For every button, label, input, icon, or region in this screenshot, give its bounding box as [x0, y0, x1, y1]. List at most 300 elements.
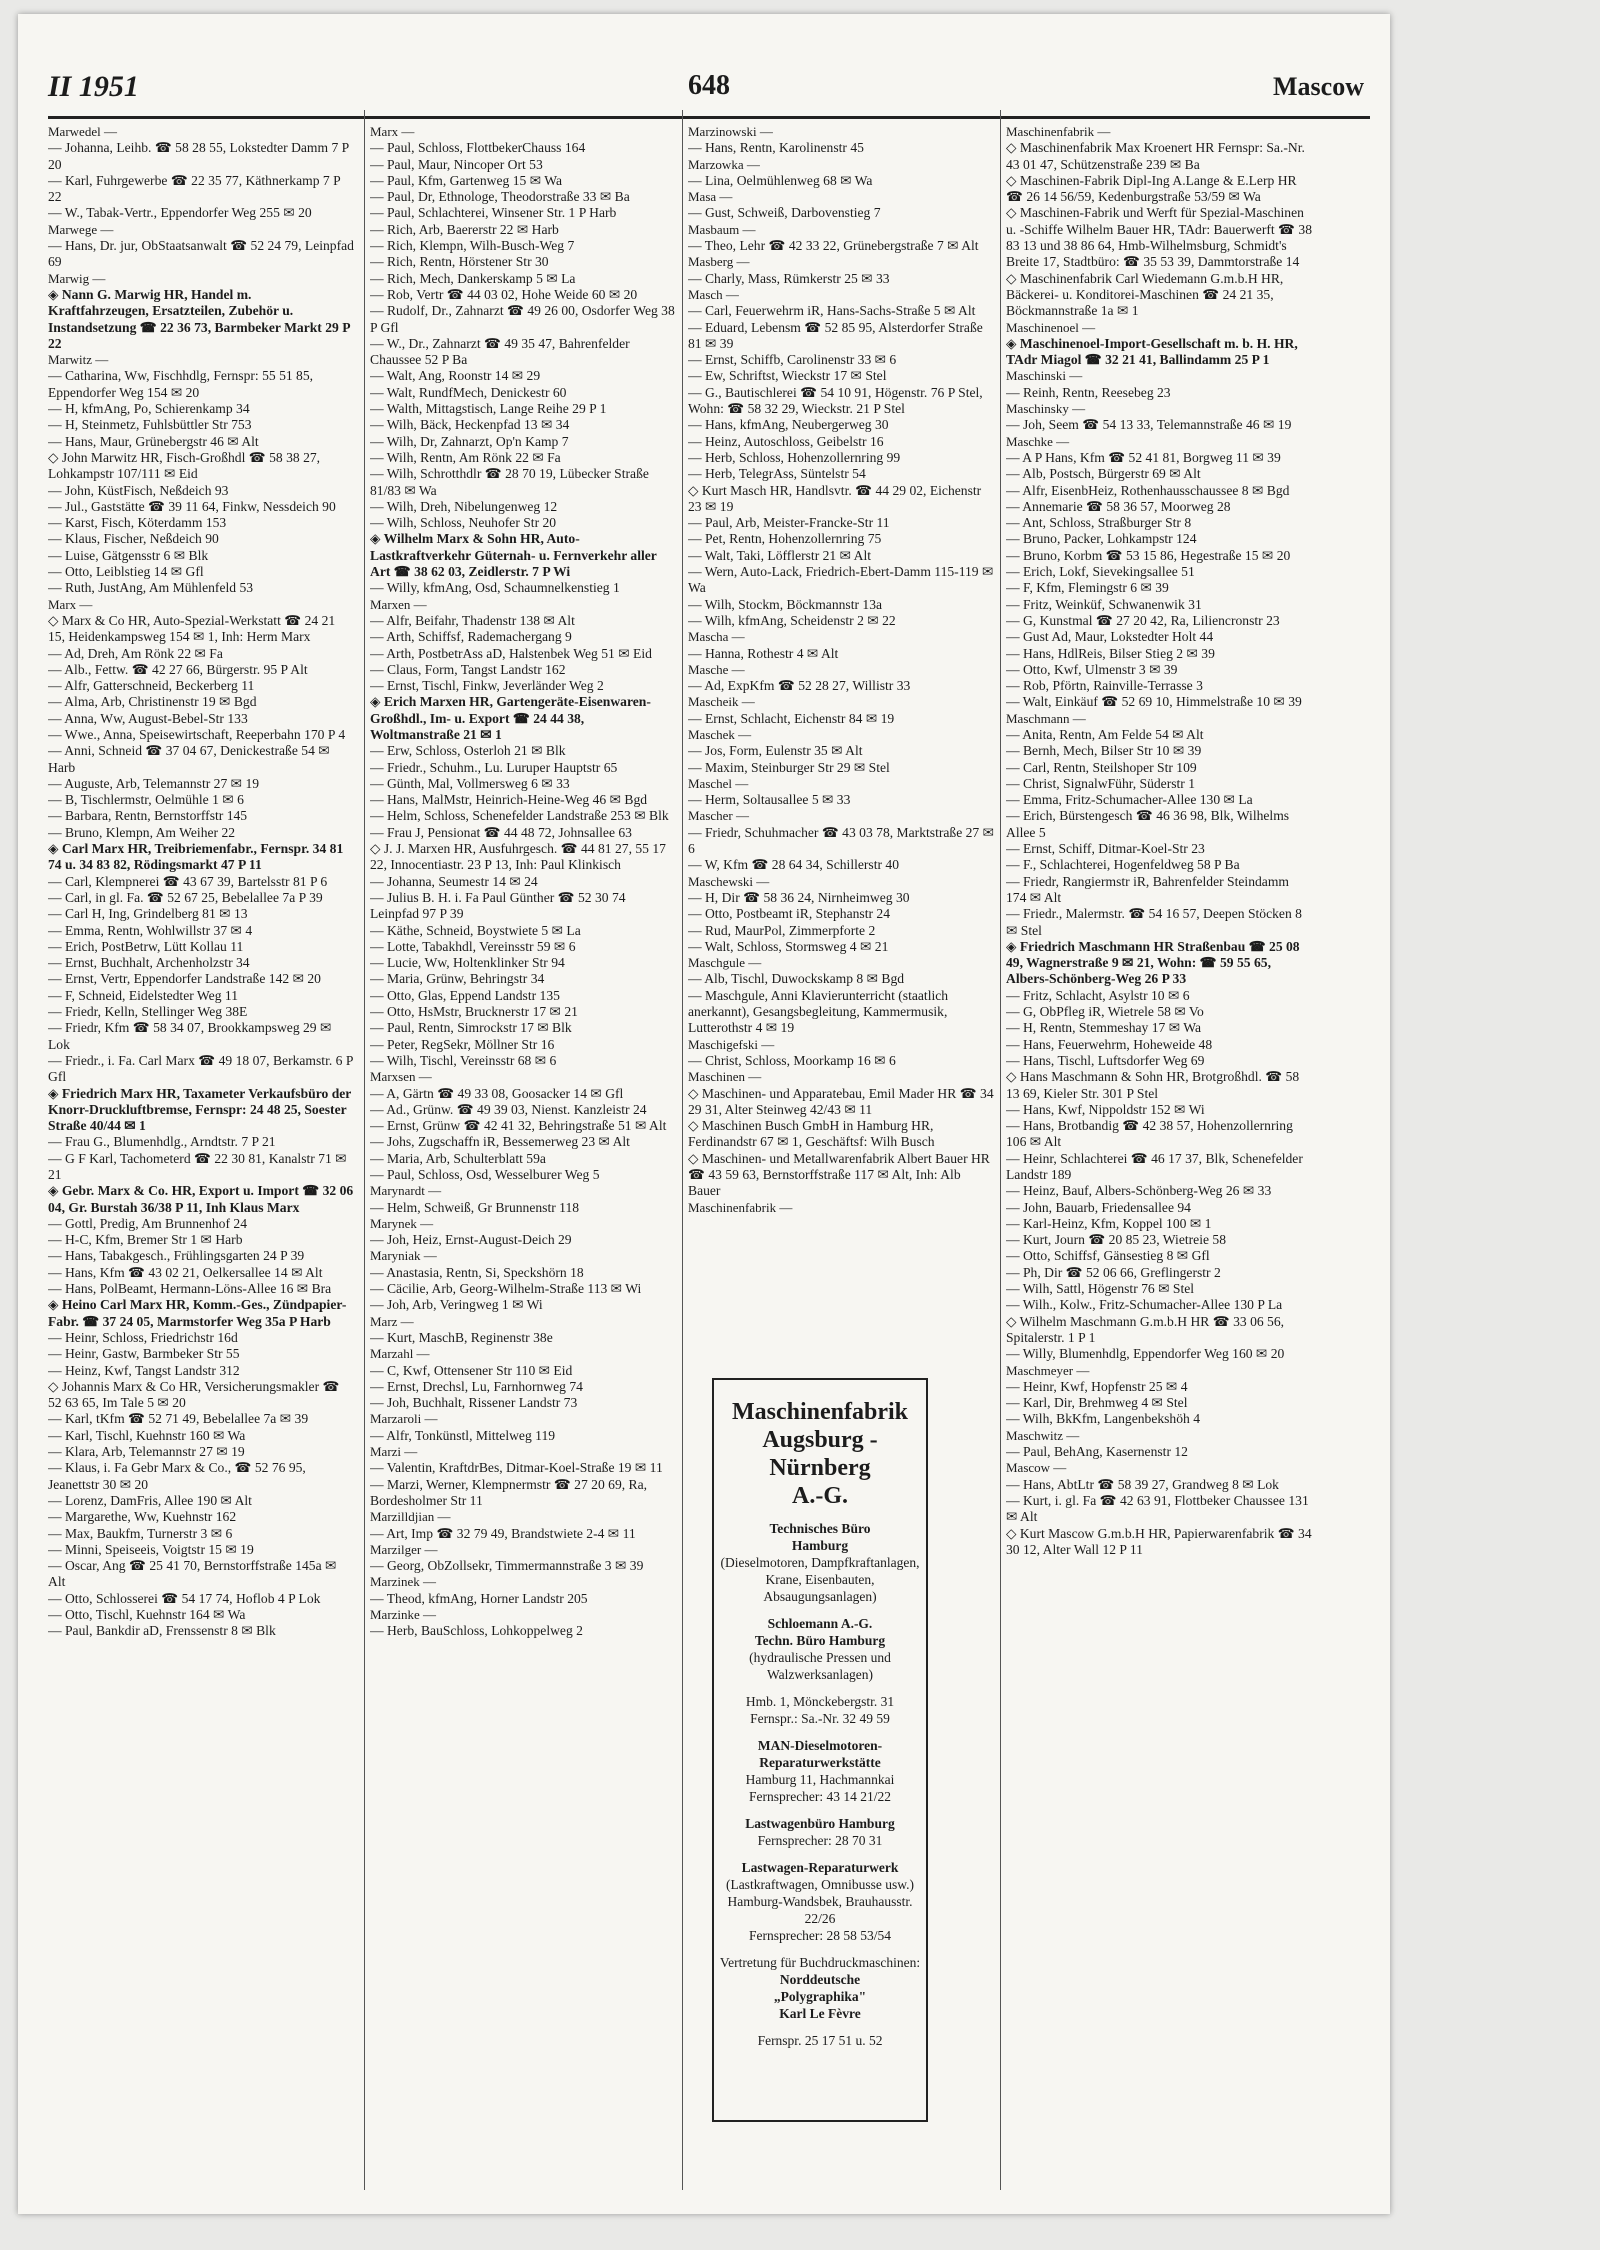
directory-entry: — Otto, HsMstr, Brucknerstr 17 ✉ 21 [370, 1004, 578, 1020]
directory-entry: — Wilh, Sattl, Högenstr 76 ✉ Stel [1006, 1281, 1195, 1297]
directory-entry: — Carl, Rentn, Steilshoper Str 109 [1006, 759, 1197, 775]
directory-entry: — Herb, BauSchloss, Lohkoppelweg 2 [370, 1623, 583, 1639]
directory-entry: — Hans, Tabakgesch., Frühlingsgarten 24 P 39 [48, 1248, 305, 1264]
ad-line: Karl Le Fèvre [779, 2006, 861, 2021]
directory-entry: — F, Kfm, Flemingstr 6 ✉ 39 [1006, 580, 1169, 596]
directory-entry: — Arth, Schiffsf, Rademachergang 9 [370, 629, 572, 645]
directory-entry: — Lorenz, DamFris, Allee 190 ✉ Alt [48, 1492, 252, 1508]
directory-entry: ◈ Heino Carl Marx HR, Komm.-Ges., Zündpapier-Fabr. ☎ 37 24 05, Marmstorfer Weg 35a P Harb [48, 1297, 347, 1329]
directory-entry: — Rob, Vertr ☎ 44 03 02, Hohe Weide 60 ✉ 20 [370, 286, 638, 302]
directory-entry: — Paul, Schloss, Osd, Wesselburer Weg 5 [370, 1167, 600, 1182]
directory-entry: — Rob, Pförtn, Rainville-Terrasse 3 [1006, 678, 1203, 694]
directory-entry: — Ad, ExpKfm ☎ 52 28 27, Willistr 33 [688, 678, 911, 694]
surname-heading: Marzahl — [370, 1346, 430, 1362]
directory-entry: ◈ Nann G. Marwig HR, Handel m. Kraftfahrzeugen, Ersatzteilen, Zubehör u. Instandsetzung ☎ 22 36 73, Barmbeker Markt 29 P 22 [48, 286, 350, 351]
directory-entry: — Art, Imp ☎ 32 79 49, Brandstwiete 2-4 ✉ 11 [370, 1525, 636, 1541]
directory-entry: — Valentin, KraftdrBes, Ditmar-Koel-Straße 19 ✉ 11 [370, 1460, 663, 1476]
directory-entry: — Käthe, Schneid, Boystwiete 5 ✉ La [370, 922, 581, 938]
surname-heading: Marwitz — [48, 352, 109, 368]
directory-entry: — Anni, Schneid ☎ 37 04 67, Denickestraße 54 ✉ Harb [48, 743, 330, 775]
directory-entry: — Klaus, Fischer, Neßdeich 90 [48, 531, 219, 547]
surname-heading: Masche — [688, 661, 745, 677]
surname-heading: Marynardt — [370, 1183, 442, 1199]
ad-line: Technisches Büro [769, 1521, 871, 1536]
directory-entry: — C, Kwf, Ottensener Str 110 ✉ Eid [370, 1362, 573, 1378]
directory-entry: — A P Hans, Kfm ☎ 52 41 81, Borgweg 11 ✉ 39 [1006, 449, 1281, 465]
directory-entry: — Ernst, Drechsl, Lu, Farnhornweg 74 [370, 1378, 583, 1394]
directory-entry: — Karl, Tischl, Kuehnstr 160 ✉ Wa [48, 1427, 246, 1443]
directory-entry: — Eduard, Lebensm ☎ 52 85 95, Alsterdorfer Straße 81 ✉ 39 [688, 319, 983, 351]
directory-entry: — Paul, Rentn, Simrockstr 17 ✉ Blk [370, 1020, 572, 1036]
directory-entry: — Emma, Fritz-Schumacher-Allee 130 ✉ La [1006, 792, 1253, 808]
directory-entry: — H, Dir ☎ 58 36 24, Nirnheimweg 30 [688, 889, 910, 905]
directory-entry: — W, Kfm ☎ 28 64 34, Schillerstr 40 [688, 857, 900, 873]
surname-heading: Marzilger — [370, 1541, 438, 1557]
directory-entry: — Alfr, Beifahr, Thadenstr 138 ✉ Alt [370, 612, 575, 628]
directory-entry: — G., Bautischlerei ☎ 54 10 91, Högenstr. 76 P Stel, Wohn: ☎ 58 32 29, Wieckstr. 21 P Stel [688, 384, 983, 417]
directory-entry: — Friedr., Schuhm., Lu. Luruper Hauptstr 65 [370, 759, 618, 775]
directory-entry: ◇ Maschinen-Fabrik Dipl-Ing A.Lange & E.Lerp HR ☎ 26 14 56/59, Kedenburgstraße 53/59 ✉ Wa [1006, 172, 1297, 205]
directory-entry: ◇ Marx & Co HR, Auto-Spezial-Werkstatt ☎ 24 21 15, Heidenkampsweg 154 ✉ 1, Inh: Herm Marx [48, 612, 336, 645]
directory-entry: — Kurt, Journ ☎ 20 85 23, Wietreie 58 [1006, 1232, 1227, 1248]
ad-title-line-1: Maschinenfabrik [731, 1399, 908, 1425]
directory-entry: — Ernst, Schlacht, Eichenstr 84 ✉ 19 [688, 710, 895, 726]
directory-entry: — Herb, Schloss, Hohenzollernring 99 [688, 449, 901, 465]
directory-entry: — Wilh, kfmAng, Scheidenstr 2 ✉ 22 [688, 612, 896, 628]
directory-entry: — Johanna, Seumestr 14 ✉ 24 [370, 873, 538, 889]
directory-entry: — H-C, Kfm, Bremer Str 1 ✉ Harb [48, 1232, 243, 1248]
directory-entry: — Max, Baukfm, Turnerstr 3 ✉ 6 [48, 1525, 233, 1541]
ad-line: Fernsprecher: 43 14 21/22 [748, 1789, 892, 1804]
directory-entry: — Carl, in gl. Fa. ☎ 52 67 25, Bebelallee 7a P 39 [48, 889, 323, 905]
directory-entry: — Wern, Auto-Lack, Friedrich-Ebert-Damm 115-119 ✉ Wa [688, 564, 994, 596]
directory-entry: — Karl-Heinz, Kfm, Koppel 100 ✉ 1 [1006, 1215, 1212, 1231]
directory-entry: — Karl, Dir, Brehmweg 4 ✉ Stel [1006, 1395, 1188, 1411]
directory-entry: — Ant, Schloss, Straßburger Str 8 [1006, 515, 1192, 531]
directory-entry: ◇ Kurt Mascow G.m.b.H HR, Papierwarenfabrik ☎ 34 30 12, Alter Wall 12 P 11 [1006, 1525, 1312, 1557]
directory-entry: — Wilh, Dreh, Nibelungenweg 12 [370, 498, 558, 514]
directory-entry: — Johanna, Leihb. ☎ 58 28 55, Lokstedter Damm 7 P 20 [48, 140, 349, 172]
ad-line: (Lastkraftwagen, Omnibusse usw.) [725, 1877, 915, 1892]
directory-entry: — Willy, kfmAng, Osd, Schaumnelkenstieg 1 [370, 580, 620, 596]
directory-entry: — Pet, Rentn, Hohenzollernring 75 [688, 531, 882, 547]
directory-entry: — Herb, TelegrAss, Süntelstr 54 [688, 466, 866, 482]
directory-entry: — Wilh, BkKfm, Langenbekshöh 4 [1006, 1411, 1201, 1427]
directory-entry: — Margarethe, Ww, Kuehnstr 162 [48, 1509, 237, 1525]
directory-entry: — Bruno, Packer, Lohkampstr 124 [1006, 531, 1197, 547]
directory-entry: — Otto, Glas, Eppend Landstr 135 [370, 987, 560, 1003]
surname-heading: Marx — [370, 124, 415, 139]
directory-entry: — A, Gärtn ☎ 49 33 08, Goosacker 14 ✉ Gfl [370, 1085, 624, 1101]
directory-entry: — Bruno, Korbm ☎ 53 15 86, Hegestraße 15 ✉ 20 [1006, 547, 1291, 563]
directory-entry: — Cäcilie, Arb, Georg-Wilhelm-Straße 113 ✉ Wi [370, 1281, 642, 1297]
directory-entry: — Emma, Rentn, Wohlwillstr 37 ✉ 4 [48, 922, 253, 938]
ad-line: Schloemann A.-G. [767, 1616, 873, 1631]
ad-line: Fernspr.: Sa.-Nr. 32 49 59 [750, 1711, 890, 1726]
directory-entry: — Paul, Bankdir aD, Frenssenstr 8 ✉ Blk [48, 1623, 276, 1639]
directory-entry: ◈ Friedrich Maschmann HR Straßenbau ☎ 25 08 49, Wagnerstraße 9 ✉ 21, Wohn: ☎ 59 55 65, Albers-Schönberg-Weg 26 P 33 [1006, 938, 1300, 987]
directory-entry: — Ad, Dreh, Am Rönk 22 ✉ Fa [48, 645, 223, 661]
ad-line [714, 2022, 926, 2032]
directory-entry: — Rich, Arb, Baererstr 22 ✉ Harb [370, 221, 559, 237]
directory-entry: — Paul, Schloss, FlottbekerChauss 164 [370, 140, 586, 156]
directory-entry: — Walt, Ang, Roonstr 14 ✉ 29 [370, 368, 541, 384]
directory-entry: — Fritz, Schlacht, Asylstr 10 ✉ 6 [1006, 987, 1190, 1003]
directory-entry: — Johs, Zugschaffn iR, Bessemerweg 23 ✉ Alt [370, 1134, 630, 1150]
surname-heading: Marxsen — [370, 1069, 432, 1085]
surname-heading: Maschek — [688, 726, 752, 742]
directory-entry: — Klaus, i. Fa Gebr Marx & Co., ☎ 52 76 95, Jeanettstr 30 ✉ 20 [48, 1460, 306, 1492]
directory-entry: — Anita, Rentn, Am Felde 54 ✉ Alt [1006, 726, 1204, 742]
ad-line [714, 1727, 926, 1737]
directory-entry: — Ernst, Vertr, Eppendorfer Landstraße 142 ✉ 20 [48, 971, 321, 987]
page-header [48, 66, 1370, 114]
directory-entry: ◈ Erich Marxen HR, Gartengeräte-Eisenwaren-Großhdl., Im- u. Export ☎ 24 44 38, Woltmanstraße 21 ✉ 1 [370, 694, 651, 742]
header-rule [48, 116, 1370, 119]
directory-entry: — Wilh, Dr, Zahnarzt, Op'n Kamp 7 [370, 433, 569, 449]
directory-entry: — Fritz, Weinküf, Schwanenwik 31 [1006, 596, 1202, 612]
directory-entry: — Frau G., Blumenhdlg., Arndtstr. 7 P 21 [48, 1134, 276, 1150]
surname-heading: Marzowka — [688, 156, 760, 172]
surname-heading: Masa — [688, 189, 733, 205]
surname-heading: Maschinen — [688, 1069, 762, 1085]
surname-heading: Marxen — [370, 596, 427, 612]
directory-entry: ◇ John Marwitz HR, Fisch-Großhdl ☎ 58 38 27, Lohkampstr 107/111 ✉ Eid [48, 449, 321, 482]
directory-entry: — Paul, Schlachterei, Winsener Str. 1 P Harb [370, 205, 617, 221]
directory-entry: — Joh, Arb, Veringweg 1 ✉ Wi [370, 1297, 543, 1313]
directory-entry: — Erich, Lokf, Sievekingsallee 51 [1006, 564, 1195, 580]
directory-entry: — Hans, Tischl, Luftsdorfer Weg 69 [1006, 1052, 1205, 1068]
directory-entry: ◇ Maschinenfabrik Max Kroenert HR Fernspr: Sa.-Nr. 43 01 47, Schützenstraße 239 ✉ Ba [1006, 140, 1305, 172]
directory-entry: — Heinz, Autoschloss, Geibelstr 16 [688, 433, 884, 449]
directory-entry: — Bruno, Klempn, Am Weiher 22 [48, 824, 236, 840]
ad-line: Lastwagen-Reparaturwerk [741, 1860, 899, 1875]
directory-entry: — Ernst, Schiff, Ditmar-Koel-Str 23 [1006, 841, 1205, 857]
directory-entry: ◇ Hans Maschmann & Sohn HR, Brotgroßhdl. ☎ 58 13 69, Kieler Str. 301 P Stel [1006, 1069, 1300, 1101]
ad-line: Fernspr. 25 17 51 u. 52 [757, 2033, 883, 2048]
directory-entry: — Otto, Leiblstieg 14 ✉ Gfl [48, 564, 204, 580]
surname-heading: Maschinski — [1006, 368, 1083, 384]
ad-line [714, 1849, 926, 1859]
surname-heading: Masbaum — [688, 221, 756, 237]
directory-entry: — Heinz, Bauf, Albers-Schönberg-Weg 26 ✉ 33 [1006, 1183, 1272, 1199]
surname-heading: Marzinke — [370, 1607, 437, 1623]
directory-entry: — John, KüstFisch, Neßdeich 93 [48, 482, 229, 498]
directory-entry: — Heinr, Kwf, Hopfenstr 25 ✉ 4 [1006, 1378, 1188, 1394]
ad-line: Hamburg 11, Hachmannkai [745, 1772, 895, 1787]
column-4 [1006, 124, 1312, 2204]
directory-entry: ◇ Johannis Marx & Co HR, Versicherungsmakler ☎ 52 63 65, Im Tale 5 ✉ 20 [48, 1378, 340, 1411]
surname-heading: Maschmann — [1006, 710, 1086, 726]
surname-heading: Marynek — [370, 1215, 434, 1231]
surname-heading: Marwege — [48, 221, 114, 237]
directory-entry: — Hans, PolBeamt, Hermann-Löns-Allee 16 ✉ Bra [48, 1281, 332, 1297]
directory-entry: — Ad., Grünw. ☎ 49 39 03, Nienst. Kanzleistr 24 [370, 1101, 647, 1117]
directory-entry: ◇ Wilhelm Maschmann G.m.b.H HR ☎ 33 06 56, Spitalerstr. 1 P 1 [1006, 1313, 1285, 1345]
directory-entry: ◇ Kurt Masch HR, Handlsvtr. ☎ 44 29 02, Eichenstr 23 ✉ 19 [688, 482, 982, 514]
directory-entry: — Heinr, Schloss, Friedrichstr 16d [48, 1329, 238, 1345]
directory-entry: — G, Kunstmal ☎ 27 20 42, Ra, Liliencronstr 23 [1006, 612, 1280, 628]
directory-entry: — Otto, Schlosserei ☎ 54 17 74, Hoflob 4 P Lok [48, 1590, 321, 1606]
directory-entry: — Rich, Klempn, Wilh-Busch-Weg 7 [370, 238, 575, 254]
surname-heading: Maryniak — [370, 1248, 437, 1264]
directory-entry: — Otto, Kwf, Ulmenstr 3 ✉ 39 [1006, 661, 1178, 677]
directory-entry: — Frau J, Pensionat ☎ 44 48 72, Johnsallee 63 [370, 824, 632, 840]
directory-entry: — Willy, Blumenhdlg, Eppendorfer Weg 160 ✉ 20 [1006, 1346, 1285, 1362]
directory-entry: — Rud, MaurPol, Zimmerpforte 2 [688, 922, 876, 938]
directory-entry: ◇ Maschinenfabrik Carl Wiedemann G.m.b.H HR, Bäckerei- u. Konditorei-Maschinen ☎ 24 21 35, Böckmannstraße 1a ✉ 1 [1006, 270, 1284, 319]
directory-entry: — Maria, Arb, Schulterblatt 59a [370, 1150, 546, 1166]
directory-entry: — G F Karl, Tachometerd ☎ 22 30 81, Kanalstr 71 ✉ 21 [48, 1150, 347, 1182]
surname-heading: Maschel — [688, 775, 749, 791]
directory-entry: — Paul, BehAng, Kasernenstr 12 [1006, 1444, 1188, 1460]
directory-entry: — F, Schneid, Eidelstedter Weg 11 [48, 987, 238, 1003]
surname-heading: Marz — [370, 1313, 414, 1329]
directory-entry: — Joh, Seem ☎ 54 13 33, Telemannstraße 46 ✉ 19 [1006, 417, 1292, 433]
directory-entry: — Friedr., i. Fa. Carl Marx ☎ 49 18 07, Berkamstr. 6 P Gfl [48, 1052, 353, 1085]
directory-entry: — Ernst, Tischl, Finkw, Jeverländer Weg 2 [370, 678, 604, 694]
directory-entry: — Ernst, Buchhalt, Archenholzstr 34 [48, 955, 250, 971]
directory-entry: — Joh, Heiz, Ernst-August-Deich 29 [370, 1232, 572, 1248]
directory-entry: — Helm, Schweiß, Gr Brunnenstr 118 [370, 1199, 580, 1215]
directory-entry: — Gust Ad, Maur, Lokstedter Holt 44 [1006, 629, 1214, 645]
running-head: Mascow [1273, 72, 1364, 101]
directory-entry: — Otto, Postbeamt iR, Stephanstr 24 [688, 906, 891, 922]
directory-entry: — Wilh, Schloss, Neuhofer Str 20 [370, 515, 557, 531]
surname-heading: Maschewski — [688, 873, 770, 889]
directory-entry: — Ew, Schriftst, Wieckstr 17 ✉ Stel [688, 368, 887, 384]
directory-entry: ◈ Gebr. Marx & Co. HR, Export u. Import ☎ 32 06 04, Gr. Burstah 36/38 P 11, Inh Klaus Marx [48, 1183, 354, 1215]
directory-entry: — Alfr, EisenbHeiz, Rothenhausschaussee 8 ✉ Bgd [1006, 482, 1290, 498]
column-1 [48, 124, 354, 2204]
directory-entry: ◇ Maschinen- und Metallwarenfabrik Albert Bauer HR ☎ 43 59 63, Bernstorffstraße 117 ✉ Alt, Inh: Alb Bauer [688, 1150, 990, 1199]
directory-entry: — Alb, Postsch, Bürgerstr 69 ✉ Alt [1006, 466, 1201, 482]
directory-entry: — Karl, Fuhrgewerbe ☎ 22 35 77, Käthnerkamp 7 P 22 [48, 172, 341, 205]
directory-entry: — Rudolf, Dr., Zahnarzt ☎ 49 26 00, Osdorfer Weg 38 P Gfl [370, 303, 675, 335]
directory-entry: — Carl H, Ing, Grindelberg 81 ✉ 13 [48, 906, 248, 922]
directory-entry: ◈ Maschinenoel-Import-Gesellschaft m. b. H. HR, TAdr Miagol ☎ 32 21 41, Ballindamm 25 P 1 [1006, 335, 1298, 368]
directory-entry: — Alma, Arb, Christinenstr 19 ✉ Bgd [48, 694, 257, 710]
directory-entry: — Walt, Schloss, Stormsweg 4 ✉ 21 [688, 938, 889, 954]
directory-entry: — Friedr, Schuhmacher ☎ 43 03 78, Marktstraße 27 ✉ 6 [688, 824, 994, 857]
ad-line: MAN-Dieselmotoren-Reparaturwerkstätte [757, 1738, 883, 1770]
column-2 [370, 124, 676, 2204]
directory-entry: — Oscar, Ang ☎ 25 41 70, Bernstorffstraße 145a ✉ Alt [48, 1558, 337, 1590]
directory-entry: — Arth, PostbetrAss aD, Halstenbek Weg 51 ✉ Eid [370, 645, 652, 661]
directory-entry: ◇ J. J. Marxen HR, Ausfuhrgesch. ☎ 44 81 27, 55 17 22, Innocentiastr. 23 P 13, Inh: Paul Klinkisch [370, 841, 666, 873]
directory-entry: — B, Tischlermstr, Oelmühle 1 ✉ 6 [48, 792, 244, 808]
directory-entry: — Charly, Mass, Rümkerstr 25 ✉ 33 [688, 270, 890, 286]
directory-entry: — Lucie, Ww, Holtenklinker Str 94 [370, 955, 565, 971]
directory-entry: — Auguste, Arb, Telemannstr 27 ✉ 19 [48, 775, 260, 791]
ad-body [714, 1520, 926, 2049]
surname-heading: Masberg — [688, 254, 750, 270]
directory-entry: — Alb, Tischl, Duwockskamp 8 ✉ Bgd [688, 971, 905, 987]
directory-entry: — Reinh, Rentn, Reesebeg 23 [1006, 384, 1171, 400]
surname-heading: Marx — [48, 596, 93, 612]
directory-entry: — Alfr, Tonkünstl, Mittelweg 119 [370, 1427, 556, 1443]
directory-entry: — Georg, ObZollsekr, Timmermannstraße 3 ✉ 39 [370, 1558, 644, 1574]
directory-entry: — Walth, Mittagstisch, Lange Reihe 29 P 1 [370, 401, 607, 417]
directory-entry: — H, kfmAng, Po, Schierenkamp 34 [48, 401, 250, 417]
directory-entry: — Hans, Maur, Grünebergstr 46 ✉ Alt [48, 433, 259, 449]
ad-line: Hamburg [791, 1538, 849, 1553]
directory-entry: — Hans, kfmAng, Neubergerweg 30 [688, 417, 889, 433]
directory-entry: — Hans, Feuerwehrm, Hoheweide 48 [1006, 1036, 1213, 1052]
directory-entry: ◇ Maschinen-Fabrik und Werft für Spezial-Maschinen u. -Schiffe Wilhelm Bauer HR, TAdr: Bauerwerft ☎ 38 83 13 und 38 86 64, Hmb-Wilhelmsburg, Schmidt's Breite 17, Stadtbüro: ☎ 35 53 39, Dammtorstraße 14 [1006, 205, 1312, 270]
ad-line [714, 1944, 926, 1954]
surname-heading: Maschmeyer — [1006, 1362, 1090, 1378]
directory-entry: — Carl, Feuerwehrm iR, Hans-Sachs-Straße 5 ✉ Alt [688, 303, 976, 319]
directory-entry: — Claus, Form, Tangst Landstr 162 [370, 661, 566, 677]
column-divider [682, 110, 683, 2190]
directory-entry: — Paul, Maur, Nincoper Ort 53 [370, 156, 543, 172]
directory-entry: — Wilh, Schrotthdlr ☎ 28 70 19, Lübecker Straße 81/83 ✉ Wa [370, 466, 649, 498]
directory-entry: — Christ, SignalwFühr, Süderstr 1 [1006, 775, 1196, 791]
directory-entry: — Friedr, Rangiermstr iR, Bahrenfelder Steindamm 174 ✉ Alt [1006, 873, 1289, 905]
surname-heading: Maschgule — [688, 955, 762, 971]
directory-entry: — G, ObPfleg iR, Wietrele 58 ✉ Vo [1006, 1004, 1204, 1020]
surname-heading: Mascheik — [688, 694, 755, 710]
ad-line: Fernsprecher: 28 58 53/54 [748, 1928, 892, 1943]
surname-heading: Maschinenoel — [1006, 319, 1096, 335]
directory-entry: — Hans, AbtLtr ☎ 58 39 27, Grandweg 8 ✉ Lok [1006, 1476, 1279, 1492]
directory-entry: — Hans, Rentn, Karolinenstr 45 [688, 140, 864, 156]
directory-entry: — Jul., Gaststätte ☎ 39 11 64, Finkw, Nessdeich 90 [48, 498, 336, 514]
surname-heading: Maschwitz — [1006, 1427, 1080, 1443]
ad-line: (Dieselmotoren, Dampfkraftanlagen, Krane, Eisenbauten, Absaugungsanlagen) [720, 1555, 920, 1604]
directory-entry: — Anna, Ww, August-Bebel-Str 133 [48, 710, 248, 726]
directory-entry: — Theo, Lehr ☎ 42 33 22, Grünebergstraße 7 ✉ Alt [688, 238, 979, 254]
column-3 [688, 124, 994, 1374]
ad-line: Fernsprecher: 28 70 31 [757, 1833, 883, 1848]
directory-entry: — Wilh., Kolw., Fritz-Schumacher-Allee 130 P La [1006, 1297, 1283, 1313]
directory-entry: — Helm, Schloss, Schenefelder Landstraße 253 ✉ Blk [370, 808, 669, 824]
surname-heading: Mascow — [1006, 1460, 1067, 1476]
directory-entry: — Erich, Bürstengesch ☎ 46 36 98, Blk, Wilhelms Allee 5 [1006, 808, 1290, 840]
directory-entry: — Walt, Taki, Löfflerstr 21 ✉ Alt [688, 547, 872, 563]
directory-entry: — Theod, kfmAng, Horner Landstr 205 [370, 1590, 588, 1606]
directory-entry: — Joh, Buchhalt, Rissener Landstr 73 [370, 1395, 578, 1411]
directory-entry: — Erich, PostBetrw, Lütt Kollau 11 [48, 938, 244, 954]
surname-heading: Marzinek — [370, 1574, 437, 1590]
surname-heading: Marzinowski — [688, 124, 773, 139]
ad-line [714, 1605, 926, 1615]
directory-entry: — Anastasia, Rentn, Si, Speckshörn 18 [370, 1264, 584, 1280]
directory-entry: — John, Bauarb, Friedensallee 94 [1006, 1199, 1191, 1215]
directory-entry: — Gottl, Predig, Am Brunnenhof 24 [48, 1215, 247, 1231]
directory-entry: — Wilh, Bäck, Heckenpfad 13 ✉ 34 [370, 417, 570, 433]
directory-entry: — Otto, Tischl, Kuehnstr 164 ✉ Wa [48, 1607, 246, 1623]
ad-line: (hydraulische Pressen und Walzwerksanlagen) [749, 1650, 891, 1682]
directory-entry: — Herm, Soltausallee 5 ✉ 33 [688, 792, 851, 808]
surname-heading: Mascha — [688, 629, 745, 645]
directory-entry: ◈ Friedrich Marx HR, Taxameter Verkaufsbüro der Knorr-Druckluftbremse, Fernspr: 24 48 25, Soester Straße 40/44 ✉ 1 [48, 1085, 352, 1134]
ad-line: Norddeutsche [779, 1972, 861, 1987]
directory-entry: — Christ, Schloss, Moorkamp 16 ✉ 6 [688, 1052, 896, 1068]
directory-entry: — Friedr, Kfm ☎ 58 34 07, Brookkampsweg 29 ✉ Lok [48, 1020, 332, 1052]
directory-entry: — Friedr, Kelln, Stellinger Weg 38E [48, 1004, 248, 1020]
directory-entry: — Paul, Dr, Ethnologe, Theodorstraße 33 ✉ Ba [370, 189, 630, 205]
directory-entry: — Ernst, Grünw ☎ 42 41 32, Behringstraße 51 ✉ Alt [370, 1118, 667, 1134]
directory-entry: — Ernst, Schiffb, Carolinenstr 33 ✉ 6 [688, 352, 897, 368]
directory-entry: — Gust, Schweiß, Darbovenstieg 7 [688, 205, 881, 221]
ad-line: Hamburg-Wandsbek, Brauhausstr. 22/26 [727, 1894, 913, 1926]
directory-entry: — Paul, Arb, Meister-Francke-Str 11 [688, 515, 890, 531]
directory-entry: — Karst, Fisch, Köterdamm 153 [48, 515, 227, 531]
directory-entry: — Klara, Arb, Telemannstr 27 ✉ 19 [48, 1444, 245, 1460]
directory-entry: — Alfr, Gatterschneid, Beckerberg 11 [48, 678, 255, 694]
directory-entry: — Wilh, Rentn, Am Rönk 22 ✉ Fa [370, 449, 561, 465]
directory-entry: — Bernh, Mech, Bilser Str 10 ✉ 39 [1006, 743, 1202, 759]
ad-line: Hmb. 1, Mönckebergstr. 31 [745, 1694, 895, 1709]
directory-entry: — Kurt, i. gl. Fa ☎ 42 63 91, Flottbeker Chaussee 131 ✉ Alt [1006, 1492, 1309, 1525]
directory-entry: — Barbara, Rentn, Bernstorffstr 145 [48, 808, 248, 824]
directory-entry: — Maschgule, Anni Klavierunterricht (staatlich anerkannt), Gesangsbegleitung, Kammermusik, Lutterothstr 4 ✉ 19 [688, 987, 949, 1036]
directory-entry: — Ph, Dir ☎ 52 06 66, Greflingerstr 2 [1006, 1264, 1221, 1280]
directory-entry: — Karl, tKfm ☎ 52 71 49, Bebelallee 7a ✉ 39 [48, 1411, 309, 1427]
directory-entry: — Friedr., Malermstr. ☎ 54 16 57, Deepen Stöcken 8 ✉ Stel [1006, 906, 1302, 938]
directory-entry: — Maxim, Steinburger Str 29 ✉ Stel [688, 759, 890, 775]
advertisement-man [712, 1378, 928, 2122]
directory-entry: — H, Rentn, Stemmeshay 17 ✉ Wa [1006, 1020, 1202, 1036]
directory-entry: — W., Tabak-Vertr., Eppendorfer Weg 255 ✉ 20 [48, 205, 312, 221]
ad-line: Techn. Büro Hamburg [754, 1633, 886, 1648]
directory-entry: — Kurt, MaschB, Reginenstr 38e [370, 1329, 553, 1345]
directory-entry: — Maria, Grünw, Behringstr 34 [370, 971, 545, 987]
directory-entry: — W., Dr., Zahnarzt ☎ 49 35 47, Bahrenfelder Chaussee 52 P Ba [370, 335, 630, 368]
directory-entry: — Hans, HdlReis, Bilser Stieg 2 ✉ 39 [1006, 645, 1215, 661]
surname-heading: Marzi — [370, 1444, 418, 1460]
directory-entry: — Alb., Fettw. ☎ 42 27 66, Bürgerstr. 95 P Alt [48, 661, 308, 677]
directory-entry: — Paul, Kfm, Gartenweg 15 ✉ Wa [370, 172, 563, 188]
page-number: 648 [688, 70, 730, 101]
surname-heading: Maschinenfabrik — [688, 1199, 793, 1215]
directory-entry: — Erw, Schloss, Osterloh 21 ✉ Blk [370, 743, 566, 759]
directory-entry: — Walt, RundfMech, Denickestr 60 [370, 384, 567, 400]
directory-entry: — Lina, Oelmühlenweg 68 ✉ Wa [688, 172, 873, 188]
directory-entry: — Rich, Mech, Dankerskamp 5 ✉ La [370, 270, 576, 286]
directory-entry: — Rich, Rentn, Hörstener Str 30 [370, 254, 549, 270]
ad-line [714, 1805, 926, 1815]
directory-entry: — Heinz, Kwf, Tangst Landstr 312 [48, 1362, 240, 1378]
directory-entry: — Walt, Einkäuf ☎ 52 69 10, Himmelstraße 10 ✉ 39 [1006, 694, 1302, 710]
surname-heading: Marwedel — [48, 124, 117, 139]
column-divider [364, 110, 365, 2190]
surname-heading: Mascher — [688, 808, 750, 824]
directory-entry: ◈ Wilhelm Marx & Sohn HR, Auto-Lastkraftverkehr Güternah- u. Fernverkehr aller Art ☎ 38 62 03, Zeidlerstr. 7 P Wi [370, 531, 657, 580]
surname-heading: Masch — [688, 286, 739, 302]
directory-entry: — Julius B. H. i. Fa Paul Günther ☎ 52 30 74 Leinpfad 97 P 39 [370, 889, 626, 922]
directory-entry: — Hans, Brotbandig ☎ 42 38 57, Hohenzollernring 106 ✉ Alt [1006, 1118, 1293, 1150]
ad-line [714, 1683, 926, 1693]
surname-heading: Maschinenfabrik — [1006, 124, 1111, 139]
ad-title-line-2: Augsburg - Nürnberg [762, 1427, 878, 1481]
directory-entry: ◇ Maschinen Busch GmbH in Hamburg HR, Ferdinandstr 67 ✉ 1, Geschäftsf: Wilh Busch [688, 1118, 935, 1150]
directory-entry: ◇ Maschinen- und Apparatebau, Emil Mader HR ☎ 34 29 31, Alter Steinweg 42/43 ✉ 11 [688, 1085, 994, 1117]
directory-entry: — Peter, RegSekr, Möllner Str 16 [370, 1036, 555, 1052]
directory-entry: — Otto, Schiffsf, Gänsestieg 8 ✉ Gfl [1006, 1248, 1210, 1264]
ad-line: Lastwagenbüro Hamburg [745, 1816, 895, 1831]
ad-title-line-3: A.-G. [792, 1483, 848, 1509]
directory-entry: — Annemarie ☎ 58 36 57, Moorweg 28 [1006, 498, 1231, 514]
directory-entry: — Hanna, Rothestr 4 ✉ Alt [688, 645, 839, 661]
directory-entry: — Wilh, Tischl, Vereinsstr 68 ✉ 6 [370, 1052, 557, 1068]
column-divider [1000, 110, 1001, 2190]
ad-line: Vertretung für Buchdruckmaschinen: [719, 1955, 921, 1970]
surname-heading: Maschigefski — [688, 1036, 775, 1052]
directory-entry: — Hans, Kfm ☎ 43 02 21, Oelkersallee 14 ✉ Alt [48, 1264, 323, 1280]
